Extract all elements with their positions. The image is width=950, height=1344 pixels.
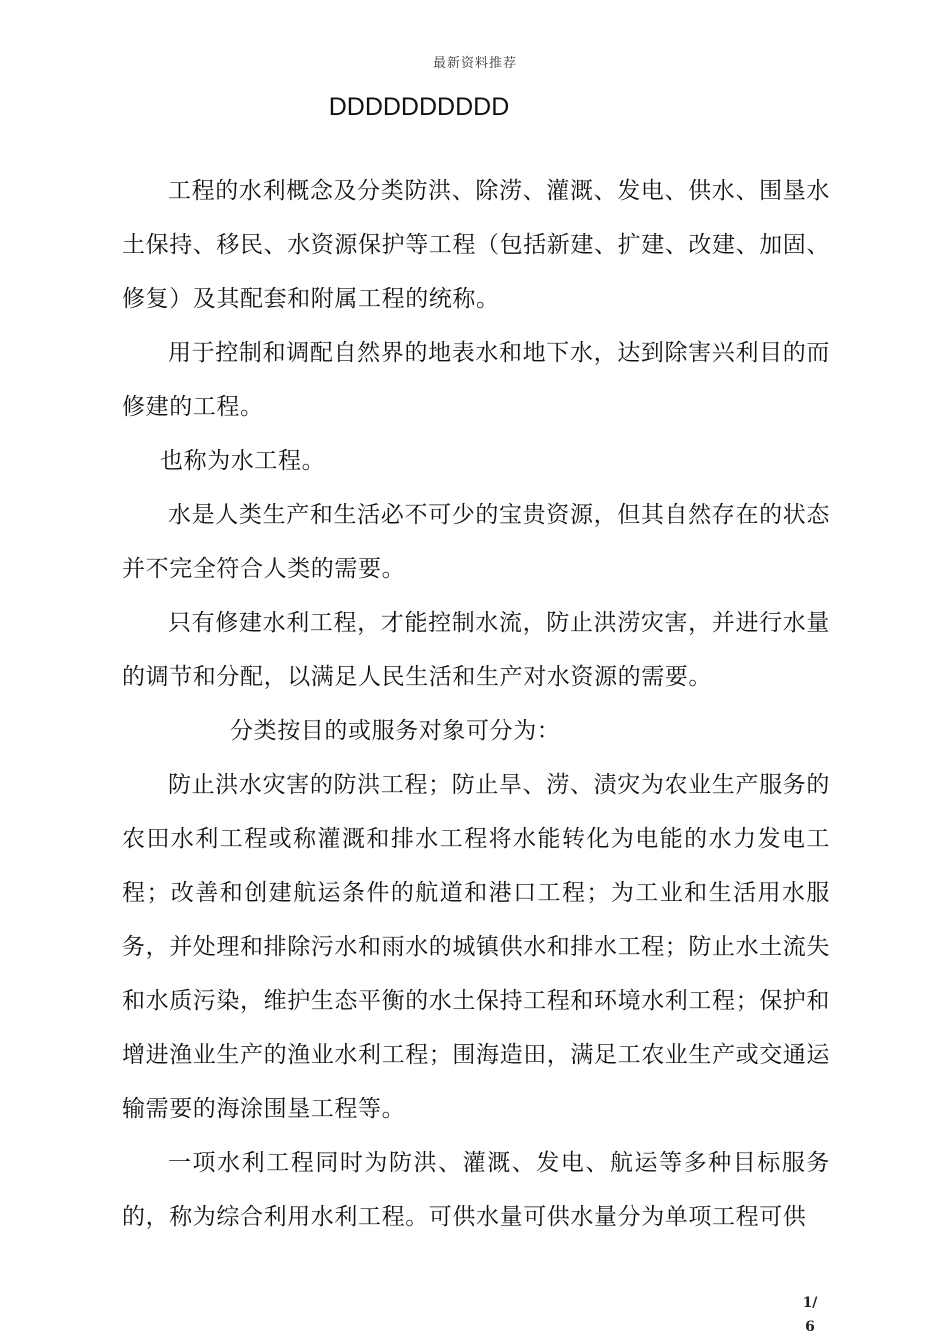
paragraph-1: 工程的水利概念及分类防洪、除涝、灌溉、发电、供水、围垦水土保持、移民、水资源保护等工程（包括新建、扩建、改建、加固、修复）及其配套和附属工程的统称。 <box>122 178 830 312</box>
paragraph-6: 分类按目的或服务对象可分为： <box>230 718 561 744</box>
paragraph-3: 也称为水工程。 <box>160 448 326 474</box>
paragraph-5: 只有修建水利工程，才能控制水流，防止洪涝灾害，并进行水量的调节和分配，以满足人民生活和生产对水资源的需要。 <box>122 610 830 690</box>
page-number <box>796 1291 824 1339</box>
document-body <box>122 164 830 1244</box>
page-header: 最新资料推荐 <box>432 56 517 71</box>
paragraph-7: 防止洪水灾害的防洪工程；防止旱、涝、渍灾为农业生产服务的农田水利工程或称灌溉和排水工程将水能转化为电能的水力发电工程；改善和创建航运条件的航道和港口工程；为工业和生活用水服务，并处理和排除污水和雨水的城镇供水和排水工程；防止水土流失和水质污染，维护生态平衡的水土保持工程和环境水利工程；保护和增进渔业生产的渔业水利工程；围海造田，满足工农业生产或交通运输需要的海涂围垦工程等。 <box>122 772 830 1122</box>
paragraph-4: 水是人类生产和生活必不可少的宝贵资源，但其自然存在的状态并不完全符合人类的需要。 <box>122 502 830 582</box>
page-number-total: 6 <box>805 1319 815 1335</box>
paragraph-8: 一项水利工程同时为防洪、灌溉、发电、航运等多种目标服务的，称为综合利用水利工程。可供水量可供水量分为单项工程可供 <box>122 1150 830 1230</box>
document-title: DDDDDDDDDD <box>328 93 510 121</box>
paragraph-2: 用于控制和调配自然界的地表水和地下水，达到除害兴利目的而修建的工程。 <box>122 340 830 420</box>
page-number-current: 1/ <box>802 1295 818 1311</box>
